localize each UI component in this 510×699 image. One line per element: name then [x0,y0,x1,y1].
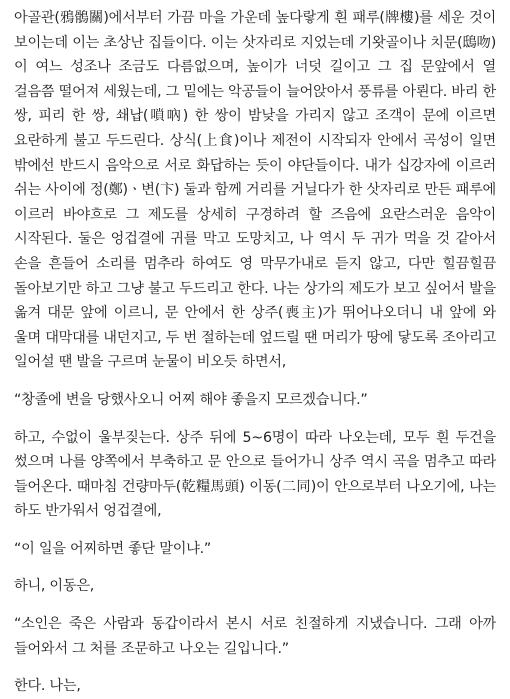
paragraph-funeral-pailou: 아골관(鴉鶻關)에서부터 가끔 마을 가운데 높다랗게 흰 패루(牌樓)를 세운 것이 보이는데 이는 초상난 집들이다. 이는 삿자리로 지었는데 기왓골이나 치문(鴟吻)이 여느 성조나 조금도 다름없으며, 높이가 너덧 길이고 그 집 문앞에서 열 걸음쯤 떨어져 세웠는데, 그 밑에는 악공들이 늘어앉아서 풍류를 아뢴다. 바리 한 쌍, 피리 한 쌍, 쇄납(嗩吶) 한 쌍이 밤낮을 가리지 않고 조객이 문에 이르면 요란하게 불고 두드린다. 상식(上食)이나 제전이 시작되자 안에서 곡성이 일면 밖에선 반드시 음악으로 서로 화답하는 듯이 야단들이다. 내가 십강자에 이르러 쉬는 사이에 정(鄭)ㆍ변(卞) 둘과 함께 거리를 거닐다가 한 삿자리로 만든 패루에 이르러 바야흐로 그 제도를 상세히 구경하려 할 즈음에 요란스러운 음악이 시작된다. 둘은 엉겁결에 귀를 막고 도망치고, 나 역시 두 귀가 먹을 것 같아서 손을 흔들어 소리를 멈추라 하여도 영 막무가내로 듣지 않고, 다만 힐끔힐끔 돌아보기만 하고 그냥 불고 두드리고 한다. 나는 상가의 제도가 보고 싶어서 발을 옮겨 대문 앞에 이르니, 문 안에서 한 상주(喪主)가 뛰어나오더니 내 앞에 와 울며 대막대를 내던지고, 두 번 절하는데 엎드릴 땐 머리가 땅에 닿도록 조아리고 일어설 땐 발을 구르며 눈물이 비오듯 하면서, [14,10,496,371]
paragraph-idong-answer: “소인은 죽은 사람과 동갑이라서 본시 서로 친절하게 지냈습니다. 그래 아까 들어와서 그 처를 조문하고 나오는 길입니다.” [14,616,496,657]
paragraph-author-reply-start: 한다. 나는, [14,678,81,695]
paragraph-wailing-and-idong: 하고, 수없이 울부짖는다. 상주 뒤에 5~6명이 따라 나오는데, 모두 흰 두건을 썼으며 나를 양쪽에서 부축하고 문 안으로 들어가니 상주 역시 곡을 멈추고 따라 들어온다. 때마침 건량마두(乾糧馬頭) 이동(二同)이 안으로부터 나오기에, 나는 하도 반가워서 엉겁결에, [14,429,496,520]
paragraph-chief-mourner-quote: “창졸에 변을 당했사오니 어찌 해야 좋을지 모르겠습니다.” [14,391,368,408]
paragraph-idong-intro: 하니, 이동은, [14,578,95,595]
paragraph-author-question: “이 일을 어찌하면 좋단 말이냐.” [14,540,211,557]
